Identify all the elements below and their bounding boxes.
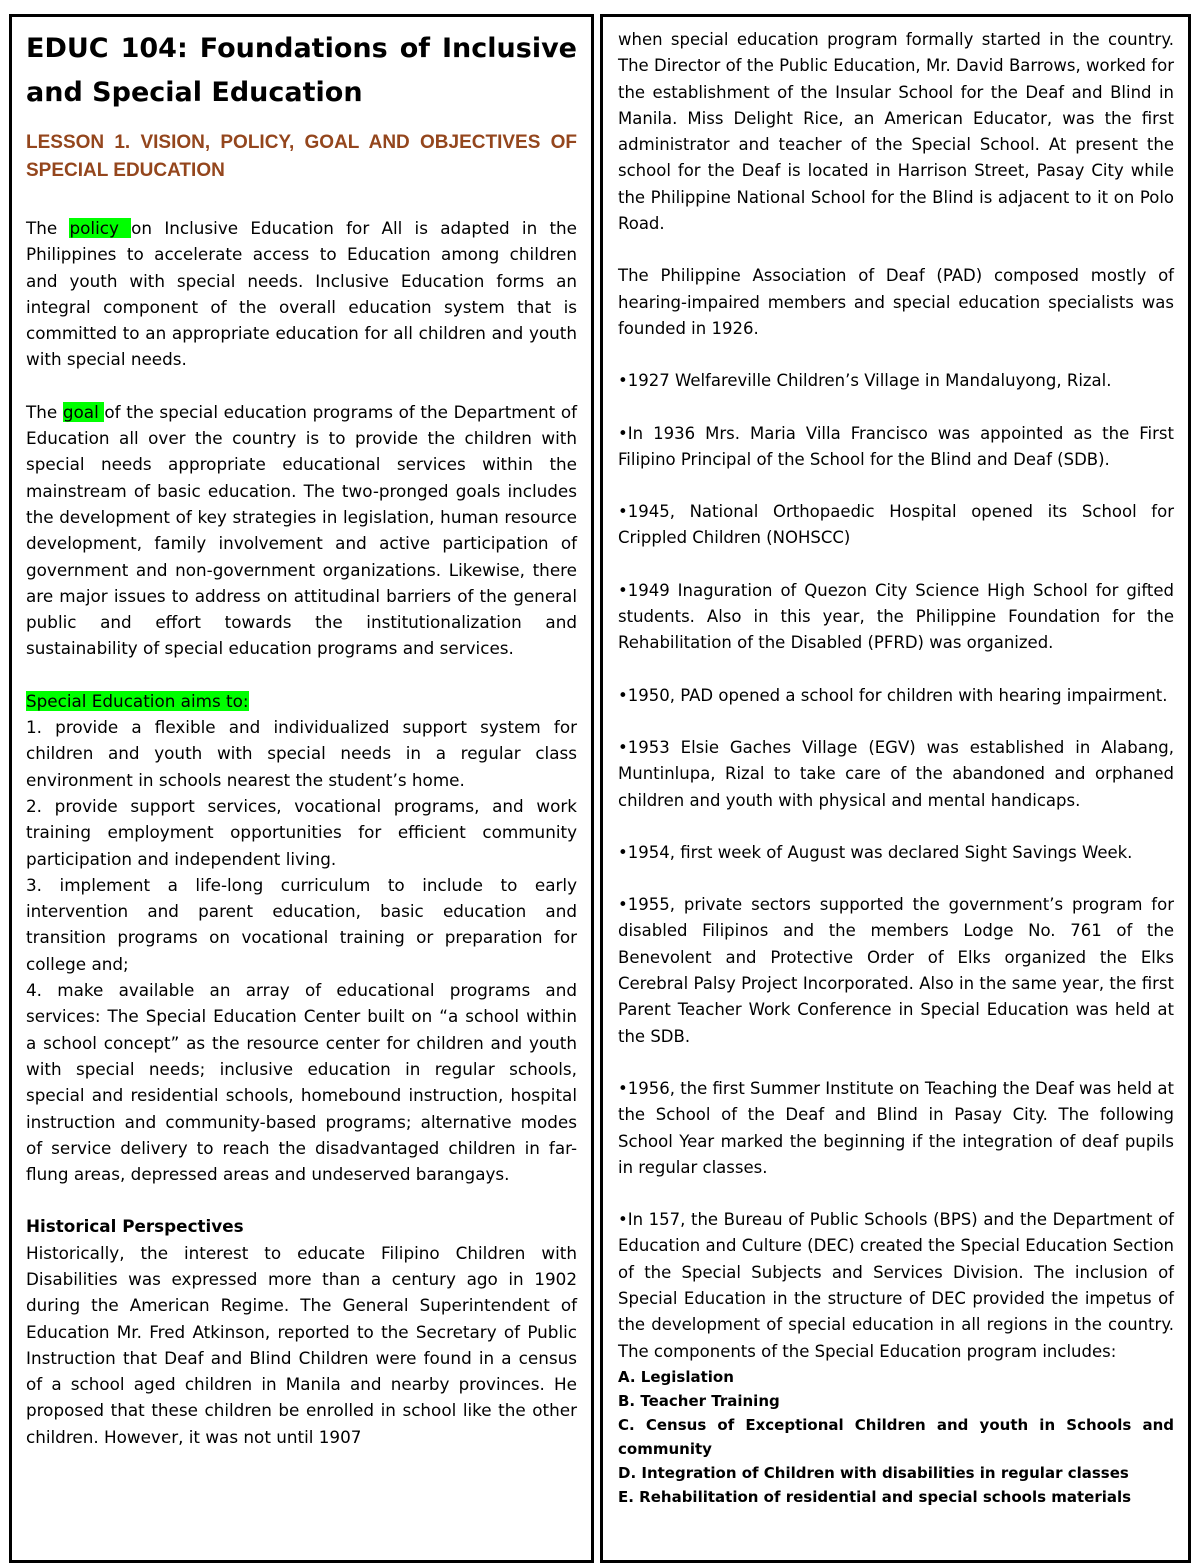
aim-item-2: 2. provide support services, vocational programs, and work training employment opportunities for efficient community participation and independent living. — [26, 795, 577, 869]
timeline-item-1949: •1949 Inaguration of Quezon City Science High School for gifted students. Also in this year, the Philippine Foundation for the Rehabilitation of the Disabled (PFRD) was organized. — [618, 580, 1174, 653]
continuation-paragraph: when special education program formally started in the country. The Director of the Public Education, Mr. David Barrows, worked for the establishment of the Insular School for the Deaf and Blind in Manila. Miss Delight Rice, an American Educator, was the first administrator and teacher of the Special School. At present the school for the Deaf is located in Harrison Street, Pasay City while the Philippine National School for the Blind is adjacent to it on Polo Road. — [618, 30, 1174, 234]
timeline-item-1953: •1953 Elsie Gaches Village (EGV) was established in Alabang, Muntinlupa, Rizal to take care of the abandoned and orphaned children and youth with physical and mental handicaps. — [618, 737, 1174, 810]
timeline-item-1936: •In 1936 Mrs. Maria Villa Francisco was appointed as the First Filipino Principal of the School for the Blind and Deaf (SDB). — [618, 423, 1174, 469]
left-column — [9, 14, 594, 1563]
goal-highlight: goal — [62, 401, 105, 422]
history-paragraph: Historically, the interest to educate Filipino Children with Disabilities was expressed more than a century ago in 1902 during the American Regime. The General Superintendent of Education Mr. Fred Atkinson, reported to the Secretary of Public Instruction that Deaf and Blind Children were found in a census of a school aged children in Manila and nearby provinces. He proposed that these children be enrolled in school like the other children. However, it was not until 1907 — [26, 1242, 577, 1447]
aim-item-1: 1. provide a flexible and individualized support system for children and youth with special needs in a regular class environment in schools nearest the student’s home. — [26, 717, 577, 790]
policy-text: on Inclusive Education for All is adapted in the Philippines to accelerate access to Education among children and youth with special needs. Inclusive Education forms an integral component of the overall education system that is committed to an appropriate education for all children and youth with special needs. — [26, 218, 577, 370]
goal-pre: The — [26, 401, 63, 422]
policy-pre: The — [26, 218, 70, 238]
aims-heading — [26, 688, 577, 714]
aim-item-3: 3. implement a life-long curriculum to include to early intervention and parent education, basic education and transition programs on vocational training or preparation for college and; — [26, 874, 577, 974]
timeline-item-1956: •1956, the first Summer Institute on Teaching the Deaf was held at the School of the Deaf and Blind in Pasay City. The following School Year marked the beginning if the integration of deaf pupils in regular classes. — [618, 1078, 1174, 1177]
right-column — [600, 14, 1191, 1563]
timeline-item-157: •In 157, the Bureau of Public Schools (BPS) and the Department of Education and Culture (DEC) created the Special Education Section of the Special Subjects and Services Division. The inclusion of Special Education in the structure of DEC provided the impetus of the development of special education in all regions in the country. The components of the Special Education program includes: — [618, 1210, 1174, 1361]
page-title: EDUC 104: Foundations of Inclusive and Special Education — [26, 33, 577, 108]
component-b: B. Teacher Training — [618, 1391, 780, 1410]
aim-item-4: 4. make available an array of educational programs and services: The Special Education Center built on “a school within a school concept” as the resource center for children and youth with special needs; inclusive education in regular schools, special and residential schools, homebound instruction, hospital instruction and community-based programs; alternative modes of service delivery to reach the disadvantaged children in far-flung areas, depressed areas and undeserved barangays. — [26, 980, 577, 1185]
timeline-item-1955: •1955, private sectors supported the government’s program for disabled Filipinos and the members Lodge No. 761 of the Benevolent and Protective Order of Elks organized the Elks Cerebral Palsy Project Incorporated. Also in the same year, the first Parent Teacher Work Conference in Special Education was held at the SDB. — [618, 895, 1174, 1046]
component-d: D. Integration of Children with disabilities in regular classes — [618, 1463, 1129, 1482]
goal-text: of the special education programs of the Department of Education all over the country is to provide the children with special needs appropriate educational services within the mainstream of basic education. The two-pronged goals includes the development of key strategies in legislation, human resource development, family involvement and active participation of government and non-government organizations. Likewise, there are major issues to address on attitudinal barriers of the general public and effort towards the institutionalization and sustainability of special education programs and services. — [26, 401, 578, 659]
component-e: E. Rehabilitation of residential and special schools materials — [618, 1487, 1132, 1506]
goal-paragraph — [26, 399, 577, 662]
timeline-item-1950: •1950, PAD opened a school for children with hearing impairment. — [618, 685, 1168, 705]
pad-paragraph: The Philippine Association of Deaf (PAD) composed mostly of hearing-impaired members and special education specialists was founded in 1926. — [618, 266, 1174, 338]
lesson-title: LESSON 1. VISION, POLICY, GOAL AND OBJECTIVES OF SPECIAL EDUCATION — [26, 132, 577, 181]
timeline-item-1954: •1954, first week of August was declared Sight Savings Week. — [618, 842, 1133, 862]
policy-highlight: policy — [69, 218, 132, 238]
policy-paragraph — [26, 215, 577, 373]
timeline-item-1927: •1927 Welfareville Children’s Village in Mandaluyong, Rizal. — [618, 371, 1112, 391]
aims-heading-text: Special Education aims to: — [26, 690, 249, 711]
timeline-item-1945: •1945, National Orthopaedic Hospital opened its School for Crippled Children (NOHSCC) — [618, 502, 1174, 548]
component-a: A. Legislation — [618, 1367, 734, 1386]
component-c: C. Census of Exceptional Children and youth in Schools and community — [618, 1415, 1174, 1458]
history-heading: Historical Perspectives — [26, 1216, 244, 1237]
